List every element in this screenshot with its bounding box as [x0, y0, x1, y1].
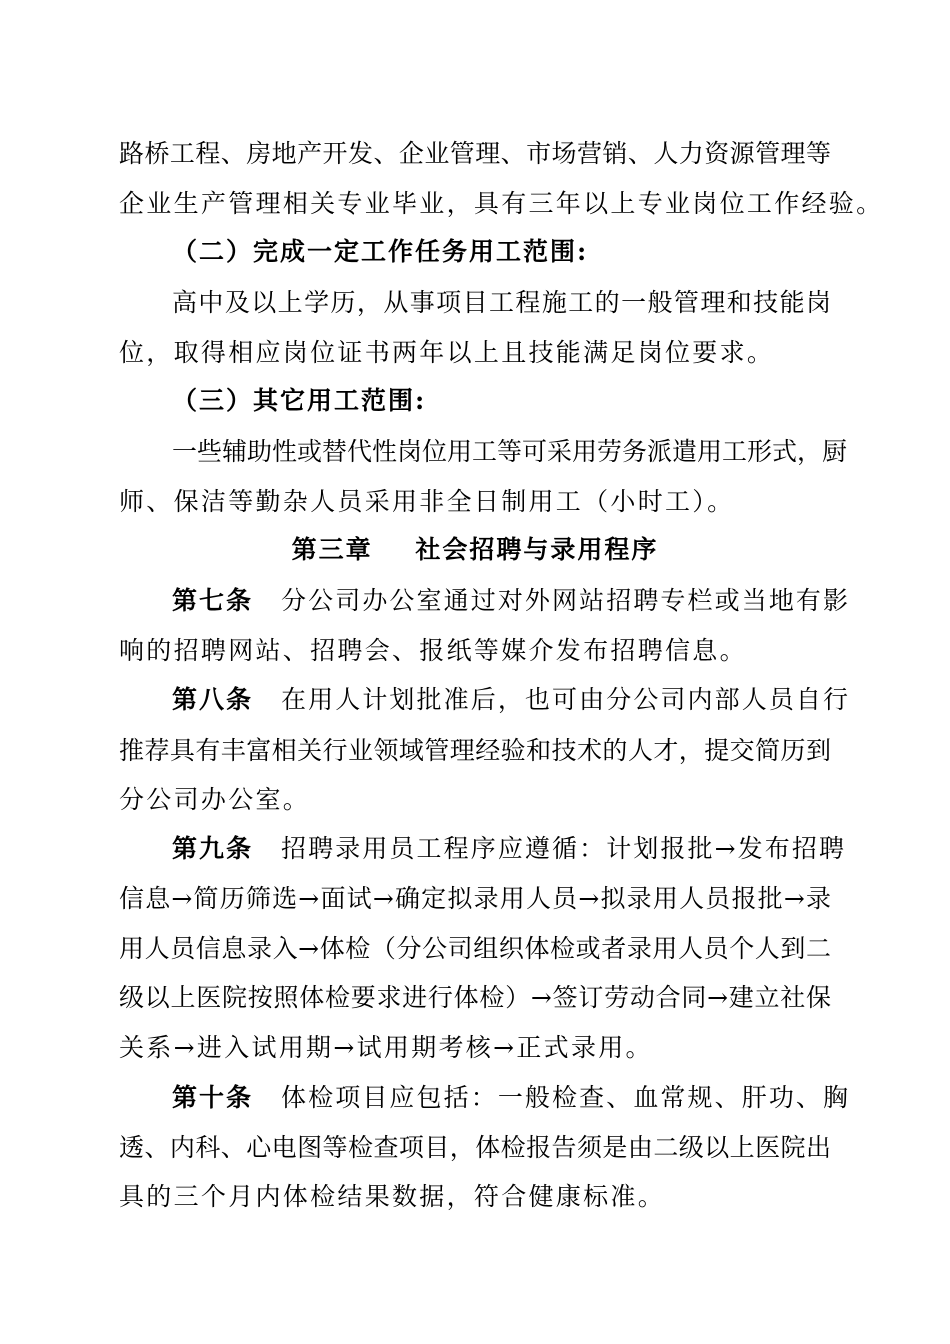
- section-heading: （三）其它用工范围:: [172, 386, 427, 415]
- article-line: [172, 1078, 851, 1118]
- body-text-line: 企业生产管理相关专业毕业，具有三年以上专业岗位工作经验。: [119, 189, 884, 218]
- body-text-line: 级以上医院按照体检要求进行体检）→签订劳动合同→建立社保: [119, 983, 831, 1012]
- body-text-line: 分公司办公室。: [119, 785, 311, 814]
- article-line: [172, 829, 847, 869]
- article-label: 第八条: [172, 685, 254, 714]
- article-label: 第九条: [172, 834, 254, 863]
- section-heading: （二）完成一定工作任务用工范围:: [172, 237, 589, 266]
- article-label: 第十条: [172, 1083, 254, 1112]
- article-text: 分公司办公室通过对外网站招聘专栏或当地有影: [281, 586, 851, 615]
- chapter-heading: 第三章 社会招聘与录用程序: [291, 535, 659, 564]
- body-text-line: 用人员信息录入→体检（分公司组织体检或者录用人员个人到二: [119, 934, 831, 963]
- body-text-line: 路桥工程、房地产开发、企业管理、市场营销、人力资源管理等: [119, 139, 831, 168]
- body-text-line: 具的三个月内体检结果数据，符合健康标准。: [119, 1182, 666, 1211]
- body-text-line: 关系→进入试用期→试用期考核→正式录用。: [119, 1033, 653, 1062]
- body-text-line: 响的招聘网站、招聘会、报纸等媒介发布招聘信息。: [119, 636, 747, 665]
- body-text-line: 透、内科、心电图等检查项目，体检报告须是由二级以上医院出: [119, 1133, 831, 1162]
- article-text: 招聘录用员工程序应遵循：计划报批→发布招聘: [281, 834, 847, 863]
- body-text-line: 信息→简历筛选→面试→确定拟录用人员→拟录用人员报批→录: [119, 884, 831, 913]
- body-text-line: 推荐具有丰富相关行业领域管理经验和技术的人才，提交简历到: [119, 736, 831, 765]
- article-line: [172, 680, 851, 720]
- body-text-line: 高中及以上学历，从事项目工程施工的一般管理和技能岗: [172, 288, 831, 317]
- article-line: [172, 581, 851, 621]
- body-text-line: 位，取得相应岗位证书两年以上且技能满足岗位要求。: [119, 338, 775, 367]
- article-text: 在用人计划批准后，也可由分公司内部人员自行: [281, 685, 851, 714]
- article-label: 第七条: [172, 586, 254, 615]
- body-text-line: 一些辅助性或替代性岗位用工等可采用劳务派遣用工形式，厨: [172, 437, 848, 466]
- body-text-line: 师、保洁等勤杂人员采用非全日制用工（小时工）。: [119, 487, 735, 516]
- article-text: 体检项目应包括：一般检查、血常规、肝功、胸: [281, 1083, 851, 1112]
